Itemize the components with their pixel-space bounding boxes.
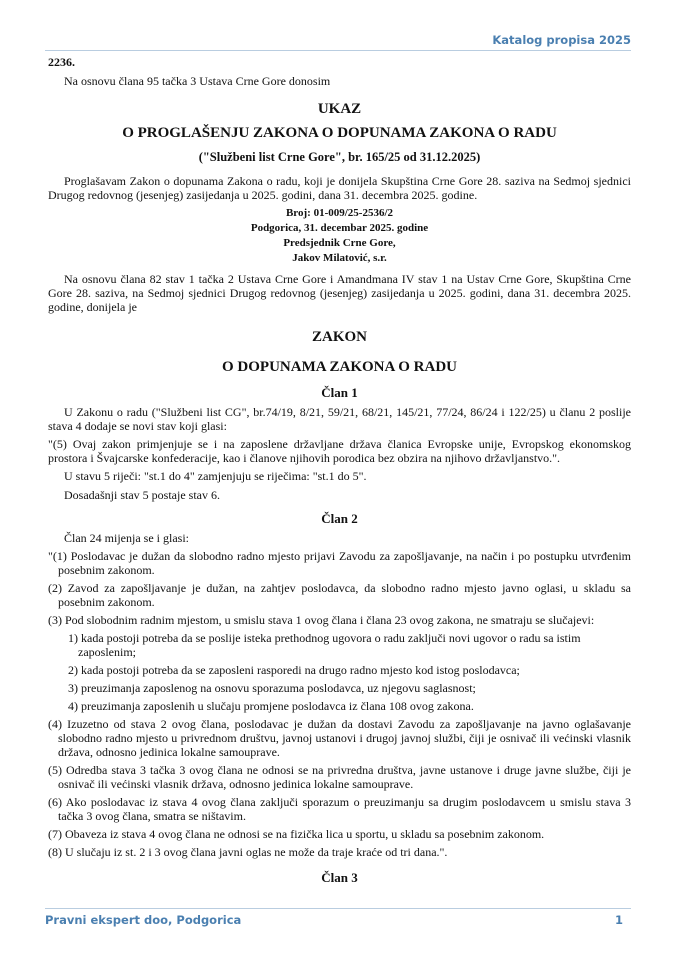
president-title: Predsjednik Crne Gore, — [283, 237, 396, 249]
president-name: Jakov Milatović, s.r. — [292, 252, 387, 264]
clan-2-intro: Član 24 mijenja se i glasi: — [64, 531, 189, 545]
law-subtitle: O DOPUNAMA ZAKONA O RADU — [222, 359, 457, 375]
clan-1-paragraph: U stavu 5 riječi: "st.1 do 4" zamjenjuju se riječima: "st.1 do 5". — [64, 469, 367, 483]
preamble: Na osnovu člana 95 tačka 3 Ustava Crne Gore donosim — [64, 74, 331, 88]
clan-1-paragraph: "(5) Ovaj zakon primjenjuje se i na zaposlene državljane država članica Evropske unije, Evropskog ekonomskog prostora i Švajcarske konfederacije, kao i članove njihovih porodica bez obzira na njihovo državljanstvo.". — [48, 437, 631, 465]
footer-company: Pravni ekspert doo, Podgorica — [45, 913, 242, 927]
clan-1-paragraph: Dosadašnji stav 5 postaje stav 6. — [64, 488, 220, 502]
header-title: Katalog propisa 2025 — [492, 33, 631, 47]
clan-2-stav: (4) Izuzetno od stava 2 ovog člana, poslodavac je dužan da dostavi Zavodu za zapošljavanje na javno oglašavanje slobodno radno mjesto u privrednom društvu, javnoj ustanovi i drugoj javnoj službi, čiji je osnivač ili većinski vlasnik država, odnosno jedinica lokalne samouprave. — [48, 717, 631, 759]
legal-basis: Na osnovu člana 82 stav 1 tačka 2 Ustava Crne Gore i Amandmana IV stav 1 na Ustav Crne Gore, Skupština Crne Gore 28. saziva, na Sedmoj sjednici Drugog redovnog (jesenjeg) zasijedanja u 2025. godini, dana 31. decembra 2025. godine, donijela je — [48, 272, 631, 314]
decree-broj: Broj: 01-009/25-2536/2 — [285, 207, 394, 219]
clan-2-stav: (6) Ako poslodavac iz stava 4 ovog člana zaključi sporazum o preuzimanju sa drugim poslodavcem u smislu stava 3 tačka 3 ovog člana, smatra se ništavim. — [48, 795, 631, 823]
clan-2-tacka: 2) kada postoji potreba da se zaposleni rasporedi na drugo radno mjesto kod istog poslodavca; — [68, 663, 520, 677]
page-header — [45, 33, 631, 51]
page-footer — [45, 908, 631, 927]
law-title: ZAKON — [311, 329, 367, 345]
document-body — [48, 55, 631, 885]
clan-1-paragraph: U Zakonu o radu ("Službeni list CG", br.74/19, 8/21, 59/21, 68/21, 145/21, 77/24, 86/24 i 122/25) u članu 2 poslije stava 4 dodaje se novi stav koji glasi: — [48, 405, 631, 433]
clan-2-stav: "(1) Poslodavac je dužan da slobodno radno mjesto prijavi Zavodu za zapošljavanje, na način i po postupku utvrđenim posebnim zakonom. — [48, 549, 631, 577]
ukaz-subtitle: O PROGLAŠENJU ZAKONA O DOPUNAMA ZAKONA O RADU — [122, 125, 557, 141]
clan-2-stav: (3) Pod slobodnim radnim mjestom, u smislu stava 1 ovog člana i člana 23 ovog zakona, ne smatraju se slučajevi: — [48, 613, 595, 627]
decree-number: 2236. — [48, 55, 75, 69]
clan-2-tacka: 1) kada postoji potreba da se poslije isteka prethodnog ugovora o radu zaključi novi ugovor o radu sa istim zaposlenim; — [68, 631, 581, 659]
clan-2-stav: (2) Zavod za zapošljavanje je dužan, na zahtjev poslodavca, da slobodno radno mjesto javno oglasi, u skladu sa posebnim zakonom. — [48, 581, 631, 609]
proclamation-text: Proglašavam Zakon o dopunama Zakona o radu, koji je donijela Skupština Crne Gore 28. saziva na Sedmoj sjednici Drugog redovnog (jesenjeg) zasijedanja u 2025. godini, dana 31. decembra 2025. godine. — [48, 174, 631, 202]
clan-2-heading: Član 2 — [321, 511, 358, 526]
page-number: 1 — [614, 913, 623, 927]
clan-1-heading: Član 1 — [321, 385, 358, 400]
gazette-reference: ("Službeni list Crne Gore", br. 165/25 od 31.12.2025) — [198, 150, 481, 164]
clan-2-tacka: 3) preuzimanja zaposlenog na osnovu sporazuma poslodavca, uz njegovu saglasnost; — [68, 681, 476, 695]
clan-2-stav: (7) Obaveza iz stava 4 ovog člana ne odnosi se na fizička lica u sportu, u skladu sa posebnim zakonom. — [48, 827, 545, 841]
clan-3-heading: Član 3 — [321, 870, 358, 885]
clan-2-tacka: 4) preuzimanja zaposlenih u slučaju promjene poslodavca iz člana 108 ovog zakona. — [68, 699, 474, 713]
clan-2-stav: (8) U slučaju iz st. 2 i 3 ovog člana javni oglas ne može da traje kraće od tri dana.". — [48, 845, 448, 859]
ukaz-title: UKAZ — [317, 101, 362, 117]
clan-2-stav: (5) Odredba stava 3 tačka 3 ovog člana ne odnosi se na privredna društva, javne ustanove i druge javne službe, čiji je osnivač ili većinski vlasnik država, odnosno jedinica lokalne samouprave. — [48, 763, 631, 791]
place-date: Podgorica, 31. decembar 2025. godine — [250, 222, 429, 234]
